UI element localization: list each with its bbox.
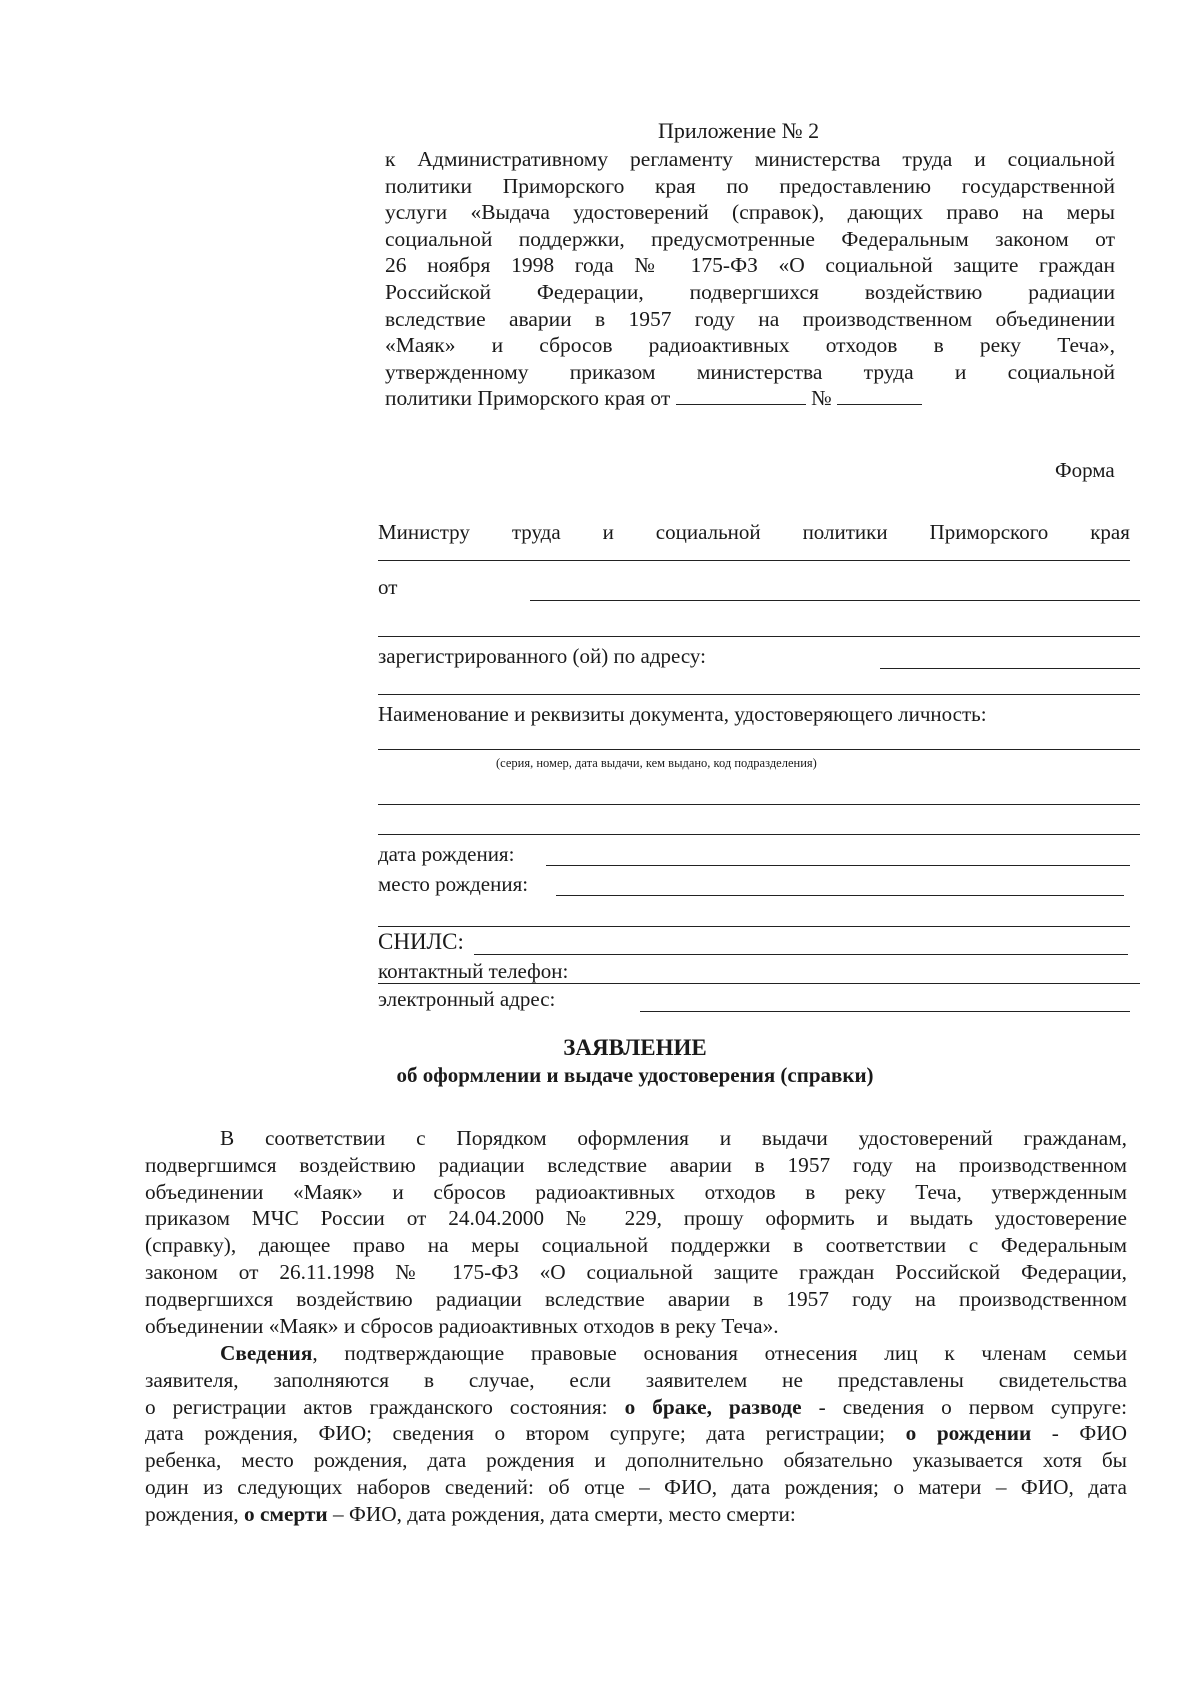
number-sign: № (811, 386, 832, 411)
paragraph-line: (справку), дающее право на меры социальной поддержки в соответствии с Федеральным (145, 1233, 1127, 1258)
bold-term: Сведения (220, 1341, 313, 1365)
appendix-line: социальной поддержки, предусмотренные Федеральным законом от (385, 226, 1115, 251)
statement-title: ЗАЯВЛЕНИЕ (563, 1035, 707, 1060)
id-document-label: Наименование и реквизиты документа, удостоверяющего личность: (378, 702, 987, 726)
paragraph-line: приказом МЧС России от 24.04.2000 № 229, прошу оформить и выдать удостоверение (145, 1206, 1127, 1231)
text-run: рождения, (145, 1501, 245, 1526)
snils-label: СНИЛС: (378, 929, 464, 954)
from-line[interactable] (530, 600, 1140, 601)
id-document-hint: (серия, номер, дата выдачи, кем выдано, код подразделения) (496, 756, 817, 770)
text-run: , подтверждающие правовые основания отнесения лиц к членам семьи (312, 1341, 1127, 1365)
appendix-order-prefix: политики Приморского края от (385, 386, 671, 411)
to-word: труда (511, 520, 561, 544)
bold-term: о браке, разводе (624, 1394, 802, 1419)
text-run: о регистрации актов гражданского состояния: (145, 1394, 625, 1419)
order-date-blank[interactable] (676, 386, 806, 405)
appendix-line-order (385, 385, 1115, 412)
paragraph-line (145, 1340, 1127, 1367)
to-word: социальной (655, 520, 761, 544)
paragraph-line (145, 1501, 1127, 1528)
snils-line[interactable] (474, 954, 1128, 955)
to-word: Приморского (929, 520, 1049, 544)
appendix-line: услуги «Выдача удостоверений (справок), дающих право на меры (385, 200, 1115, 225)
to-word: и (602, 520, 614, 544)
email-label: электронный адрес: (378, 987, 556, 1011)
addressee-to-row (378, 520, 1138, 545)
phone-line[interactable] (378, 983, 1140, 984)
paragraph-line: объединении «Маяк» и сбросов радиоактивных отходов в реку Теча, утвержденным (145, 1179, 1127, 1204)
addressee-name-line[interactable] (378, 560, 1130, 561)
from-label: от (378, 575, 398, 599)
form-label: Форма (1055, 458, 1115, 482)
appendix-title: Приложение № 2 (658, 118, 820, 143)
paragraph-line (145, 1394, 1127, 1421)
appendix-line: вследствие аварии в 1957 году на производственном объединении (385, 306, 1115, 331)
paragraph-line: заявителя, заполняются в случае, если заявителем не представлены свидетельства (145, 1367, 1127, 1392)
paragraph-line: один из следующих наборов сведений: об отце – ФИО, дата рождения; о матери – ФИО, дата (145, 1474, 1127, 1499)
paragraph-line (145, 1420, 1127, 1447)
paragraph-request (145, 1125, 1127, 1339)
text-run: - ФИО (1031, 1421, 1128, 1446)
address-line[interactable] (880, 668, 1140, 669)
birth-date-label: дата рождения: (378, 842, 515, 866)
birth-place-line-2[interactable] (378, 926, 1130, 927)
phone-label: контактный телефон: (378, 959, 569, 983)
bold-term: о смерти (244, 1501, 328, 1526)
order-number-blank[interactable] (837, 386, 922, 405)
paragraph-line: подвергшихся воздействию радиации вследствие аварии в 1957 году на производственном (145, 1286, 1127, 1311)
birth-date-line[interactable] (546, 865, 1130, 866)
appendix-line: Российской Федерации, подвергшихся воздействию радиации (385, 279, 1115, 304)
paragraph-info (145, 1340, 1127, 1528)
statement-subtitle: об оформлении и выдаче удостоверения (справки) (396, 1063, 874, 1087)
paragraph-line: объединении «Маяк» и сбросов радиоактивных отходов в реку Теча». (145, 1313, 779, 1338)
appendix-line: утвержденному приказом министерства труда и социальной (385, 359, 1115, 384)
paragraph-line: ребенка, место рождения, дата рождения и дополнительно обязательно указывается хотя бы (145, 1448, 1127, 1473)
id-document-line-3[interactable] (378, 834, 1140, 835)
from-line-2[interactable] (378, 636, 1140, 637)
address-line-2[interactable] (378, 694, 1140, 695)
to-word: края (1090, 520, 1130, 544)
addressee-to (378, 520, 1130, 545)
paragraph-line: В соответствии с Порядком оформления и выдачи удостоверений гражданам, (220, 1126, 1127, 1150)
text-run: дата рождения, ФИО; сведения о втором супруге; дата регистрации; (145, 1421, 906, 1446)
appendix-line: «Маяк» и сбросов радиоактивных отходов в реку Теча», (385, 333, 1115, 358)
birth-place-label: место рождения: (378, 872, 529, 896)
paragraph-line: подвергшимся воздействию радиации вследствие аварии в 1957 году на производственном (145, 1152, 1127, 1177)
birth-place-line[interactable] (556, 895, 1124, 896)
id-document-line[interactable] (378, 749, 1140, 750)
text-run: – ФИО, дата рождения, дата смерти, место смерти: (327, 1501, 796, 1526)
appendix-line: 26 ноября 1998 года № 175-ФЗ «О социальной защите граждан (385, 253, 1115, 278)
registered-label: зарегистрированного (ой) по адресу: (378, 644, 706, 668)
paragraph-line: законом от 26.11.1998 № 175-ФЗ «О социальной защите граждан Российской Федерации, (145, 1259, 1127, 1284)
appendix-body (385, 146, 1115, 412)
id-document-line-2[interactable] (378, 804, 1140, 805)
to-word: Министру (378, 520, 470, 544)
email-line[interactable] (640, 1011, 1130, 1012)
appendix-line: политики Приморского края по предоставлению государственной (385, 173, 1115, 198)
to-word: политики (802, 520, 888, 544)
bold-term: о рождении (905, 1421, 1032, 1446)
appendix-line: к Административному регламенту министерства труда и социальной (385, 147, 1115, 171)
text-run: - сведения о первом супруге: (801, 1394, 1127, 1419)
